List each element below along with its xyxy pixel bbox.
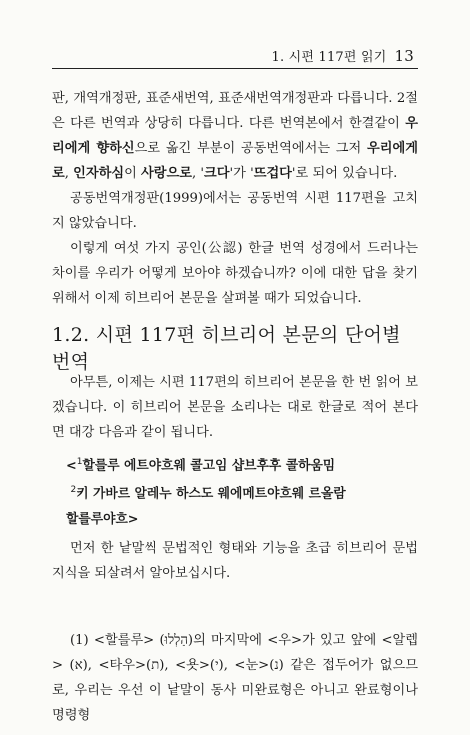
section3-text (52, 536, 418, 586)
section-heading: 1.2. 시편 117편 히브리어 본문의 단어별 번역 (52, 324, 401, 373)
paragraph-1: 판, 개역개정판, 표준새번역, 표준새번역개정판과 다릅니다. 2절은 다른 번역과 상당히 다릅니다. 다른 번역본에서 한결같이 우리에게 향하신으로 옮긴 부분이 공동번역에서는 그저 우리에게로, 인자하심이 사랑으로, '크다'가 '뜨겁다'로 되어 있습니다. (52, 91, 418, 181)
transliteration-block (66, 450, 418, 532)
paragraph-5: 먼저 한 낱말씩 문법적인 형태와 기능을 초급 히브리어 문법 지식을 되살려서 알아보십시다. (52, 541, 418, 581)
header-rule (52, 68, 418, 69)
section4-text (52, 628, 418, 728)
paragraph-3: 이렇게 여섯 가지 공인(公認) 한글 번역 성경에서 드러나는 차이를 우리가 어떻게 보아야 하겠습니까? 이에 대한 답을 찾기 위해서 이제 히브리어 본문을 살펴볼 때가 되었습니다. (52, 241, 418, 306)
section2-text (52, 370, 418, 445)
paragraph-6: (1) <할를루> (הַלְלוּ)의 마지막에 <우>가 있고 앞에 <알렙> (א), <타우>(ת), <욧>(י), <눈>(נ) 같은 접두어가 없으므로, 우리는 우선 이 낱말이 동사 미완료형은 아니고 완료형이나 명령형 (52, 633, 418, 723)
verse-1: <$^1$할를루 에트야흐웨 콜고임 샵브후후 콜하움밈 (66, 457, 336, 474)
chapter-title: 1. 시편 117편 읽기 (271, 50, 387, 65)
page-number: 13 (394, 47, 414, 65)
verse-2-end: 할를루야흐> (66, 511, 139, 527)
section1-text (52, 86, 418, 311)
verse-2: $^2$키 가바르 알레누 하스도 웨에메트야흐웨 르올람 (70, 485, 346, 502)
paragraph-2: 공동번역개정판(1999)에서는 공동번역 시편 117편을 고치지 않았습니다. (52, 191, 418, 231)
paragraph-4: 아무튼, 이제는 시편 117편의 히브리어 본문을 한 번 읽어 보겠습니다. 이 히브리어 본문을 소리나는 대로 한글로 적어 본다면 대강 다음과 같이 됩니다. (52, 375, 418, 440)
running-header (271, 46, 414, 65)
